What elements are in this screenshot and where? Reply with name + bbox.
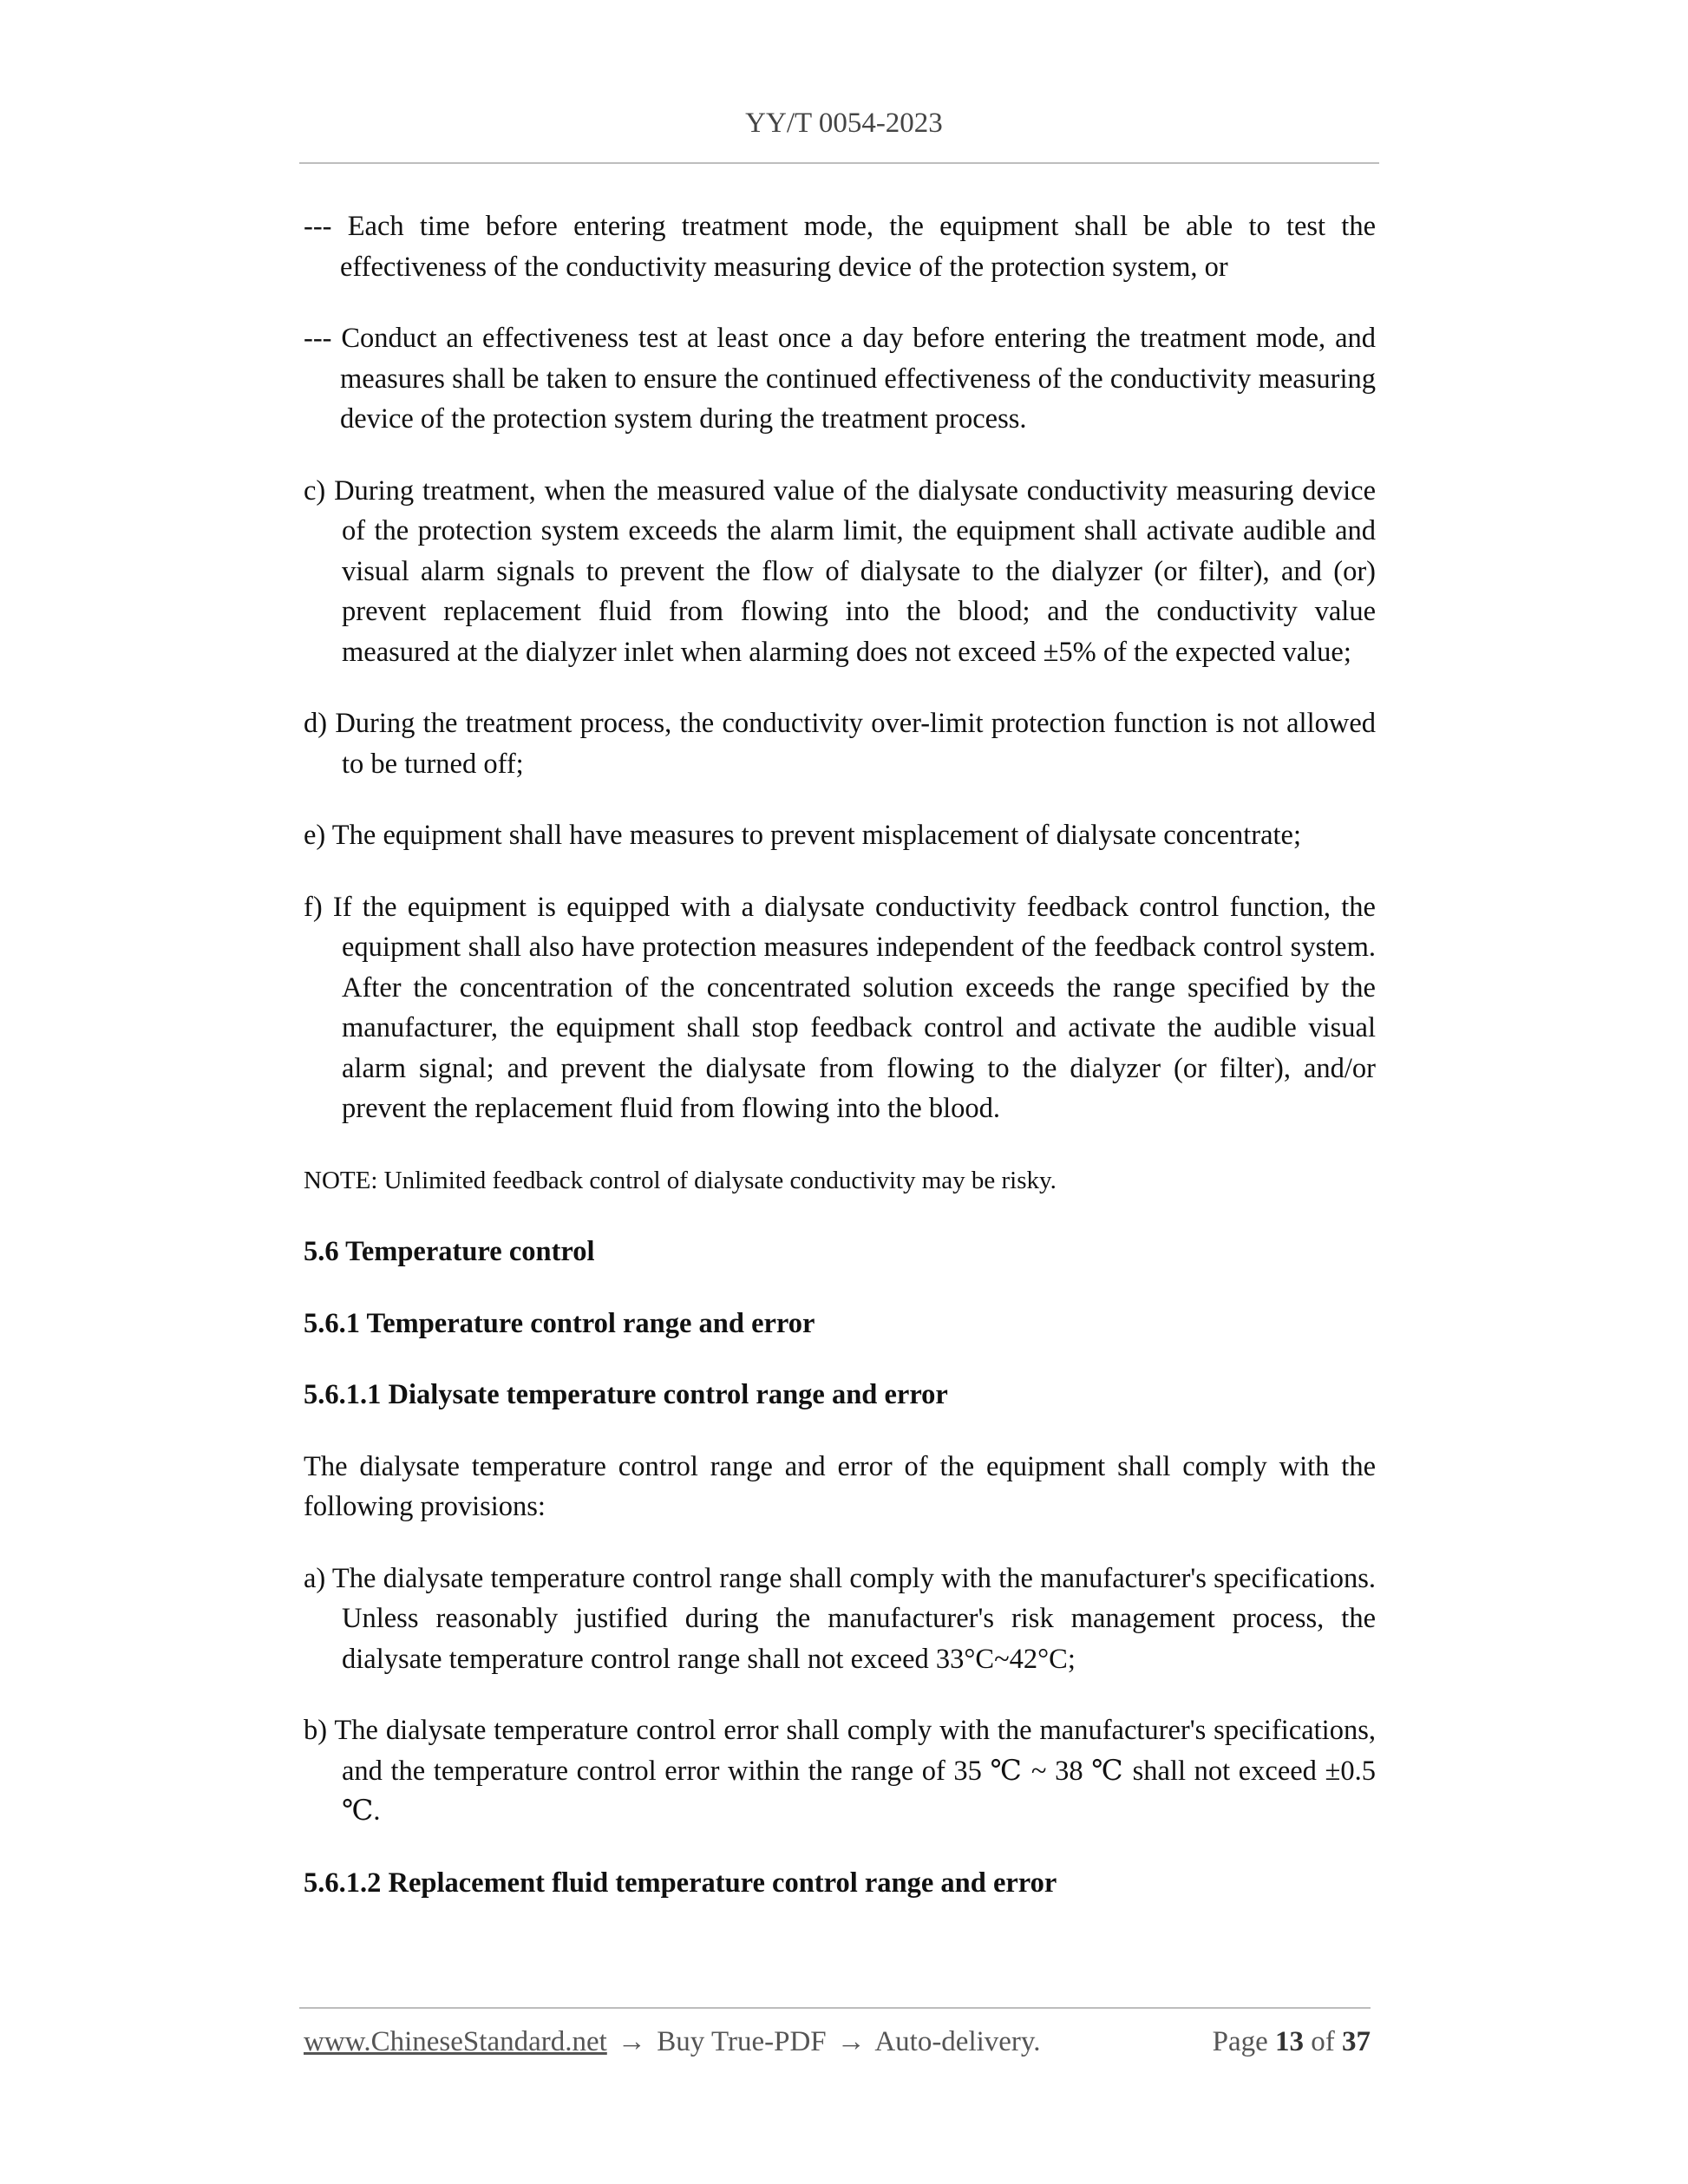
footer-promo [304, 2026, 1041, 2058]
site-link[interactable]: www.ChineseStandard.net [304, 2026, 607, 2057]
document-code-header: YY/T 0054-2023 [745, 108, 943, 139]
section-heading-5-6: 5.6 Temperature control [304, 1236, 595, 1267]
header-divider [299, 162, 1379, 164]
list-item-c-alarm-limit: c) During treatment, when the measured value of the dialysate conductivity measuring device of the protection system exceeds the alarm limit, the equipment shall activate audible and visual alarm signals to prevent the flow of dialysate to the dialyzer (or filter), and (or) prevent replacement fluid from flowing into the blood; and the conductivity value measured at the dialyzer inlet when alarming does not exceed ±5% of the expected value; [304, 474, 1376, 668]
section-heading-5-6-1-1: 5.6.1.1 Dialysate temperature control range and error [304, 1379, 948, 1410]
page-label: Page [1212, 2026, 1268, 2057]
list-item-f-feedback-control: f) If the equipment is equipped with a dialysate conductivity feedback control function, the equipment shall also have protection measures independent of the feedback control system. After the concentration of the concentrated solution exceeds the range specified by the manufacturer, the equipment shall stop feedback control and activate the audible visual alarm signal; and prevent the dialysate from flowing to the dialyzer (or filter), and/or prevent the replacement fluid from flowing into the blood. [304, 891, 1376, 1124]
arrow-right-icon: → [836, 2026, 866, 2057]
dash-item-test-before-treatment: --- Each time before entering treatment mode, the equipment shall be able to test the effectiveness of the conductivity measuring device of the protection system, or [304, 211, 1376, 283]
auto-delivery-text: Auto-delivery. [874, 2026, 1041, 2057]
section-heading-5-6-1: 5.6.1 Temperature control range and error [304, 1307, 815, 1339]
page-indicator [1213, 2026, 1371, 2058]
list-item-d-protection-not-off: d) During the treatment process, the conductivity over-limit protection function is not allowed to be turned off; [304, 708, 1376, 780]
buy-pdf-text: Buy True-PDF [657, 2026, 827, 2057]
footer-divider [299, 2007, 1371, 2009]
dash-item-daily-effectiveness-test: --- Conduct an effectiveness test at least once a day before entering the treatment mode, and measures shall be taken to ensure the continued effectiveness of the conductivity measuring device of the protection system during the treatment process. [304, 323, 1376, 435]
note-feedback-risk: NOTE: Unlimited feedback control of dialysate conductivity may be risky. [304, 1166, 1057, 1194]
list-item-e-misplacement: e) The equipment shall have measures to prevent misplacement of dialysate concentrate; [304, 820, 1302, 851]
section-heading-5-6-1-2: 5.6.1.2 Replacement fluid temperature control range and error [304, 1867, 1057, 1899]
total-page-count: 37 [1342, 2026, 1371, 2057]
page-body [304, 206, 1376, 1903]
arrow-right-icon: → [618, 2026, 647, 2057]
current-page-number: 13 [1275, 2026, 1304, 2057]
list-item-a-temperature-range: a) The dialysate temperature control range shall comply with the manufacturer's specifications. Unless reasonably justified during the manufacturer's risk management process, the dialysate temperature control range shall not exceed 33°C~42°C; [304, 1562, 1376, 1675]
of-label: of [1311, 2026, 1335, 2057]
list-item-b-temperature-error: b) The dialysate temperature control error shall comply with the manufacturer's specifications, and the temperature control error within the range of 35 ℃ ~ 38 ℃ shall not exceed ±0.5 ℃. [304, 1715, 1376, 1827]
body-paragraph-provisions: The dialysate temperature control range and error of the equipment shall comply with the following provisions: [304, 1450, 1376, 1522]
